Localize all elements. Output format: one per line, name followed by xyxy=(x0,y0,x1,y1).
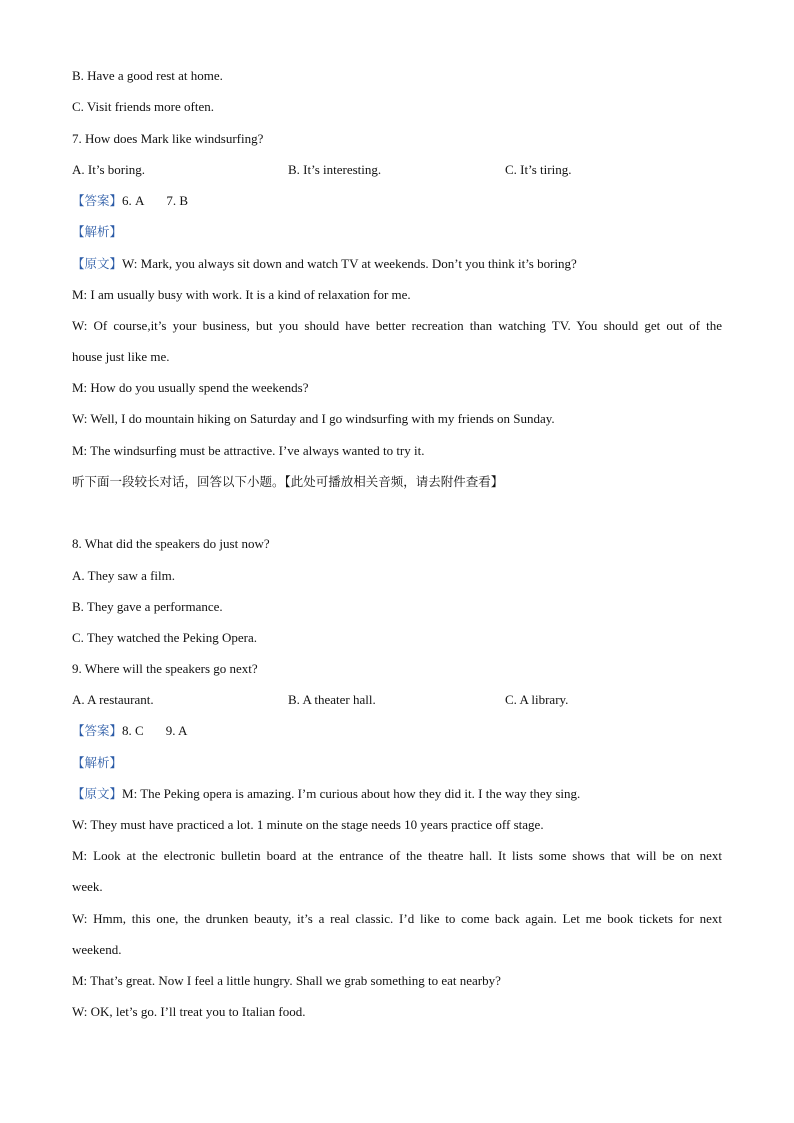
q7-option-c: C. It’s tiring. xyxy=(505,162,572,177)
transcript-tag: 【原文】 xyxy=(72,256,123,271)
answer-item: 6. A xyxy=(122,193,145,208)
answer-item: 8. C xyxy=(122,723,144,738)
listening-instruction: 听下面一段较长对话，回答以下小题。【此处可播放相关音频，请去附件查看】 xyxy=(72,474,504,489)
answer-line-1 xyxy=(72,192,722,210)
q7-option-b: B. It’s interesting. xyxy=(288,162,382,177)
transcript-tag: 【原文】 xyxy=(72,786,123,801)
q6-option-c: C. Visit friends more often. xyxy=(72,99,214,114)
q8-option-c: C. They watched the Peking Opera. xyxy=(72,630,257,645)
transcript-line: W: They must have practiced a lot. 1 minute on the stage needs 10 years practice off stage. xyxy=(72,817,544,832)
q9-option-c: C. A library. xyxy=(505,692,569,707)
transcript-text: W: Mark, you always sit down and watch TV at weekends. Don’t you think it’s boring? xyxy=(122,256,577,271)
answer-item: 7. B xyxy=(166,193,189,208)
transcript-line xyxy=(72,255,722,273)
transcript-line: W: Hmm, this one, the drunken beauty, it’s a real classic. I’d like to come back again. Let me book tickets for next xyxy=(72,911,722,926)
q9-option-a: A. A restaurant. xyxy=(72,692,154,707)
answer-tag: 【答案】 xyxy=(72,723,123,738)
answer-tag: 【答案】 xyxy=(72,193,123,208)
transcript-line: M: That’s great. Now I feel a little hungry. Shall we grab something to eat nearby? xyxy=(72,973,501,988)
answer-line-2 xyxy=(72,722,722,740)
transcript-line: house just like me. xyxy=(72,349,170,364)
transcript-line: W: Well, I do mountain hiking on Saturday and I go windsurfing with my friends on Sunday. xyxy=(72,411,555,426)
analysis-tag: 【解析】 xyxy=(72,224,123,239)
transcript-line: M: How do you usually spend the weekends? xyxy=(72,380,309,395)
q7-option-a: A. It’s boring. xyxy=(72,162,145,177)
q8-option-a: A. They saw a film. xyxy=(72,568,176,583)
q8-option-b: B. They gave a performance. xyxy=(72,599,223,614)
analysis-line-2 xyxy=(72,754,722,772)
transcript-line: M: The windsurfing must be attractive. I’ve always wanted to try it. xyxy=(72,443,425,458)
q8-question: 8. What did the speakers do just now? xyxy=(72,536,270,551)
transcript-line: W: OK, let’s go. I’ll treat you to Italian food. xyxy=(72,1004,306,1019)
transcript-line: W: Of course,it’s your business, but you should have better recreation than watching TV. You should get out of the xyxy=(72,318,722,333)
transcript-text: M: The Peking opera is amazing. I’m curious about how they did it. I the way they sing. xyxy=(122,786,581,801)
transcript-line: weekend. xyxy=(72,942,122,957)
analysis-line-1 xyxy=(72,223,722,241)
answer-item: 9. A xyxy=(165,723,188,738)
q6-option-b: B. Have a good rest at home. xyxy=(72,68,223,83)
transcript-line: week. xyxy=(72,879,103,894)
q9-question: 9. Where will the speakers go next? xyxy=(72,661,258,676)
q9-option-b: B. A theater hall. xyxy=(288,692,376,707)
analysis-tag: 【解析】 xyxy=(72,755,123,770)
transcript-line: M: Look at the electronic bulletin board at the entrance of the theatre hall. It lists some shows that will be on next xyxy=(72,848,722,863)
transcript-line: M: I am usually busy with work. It is a kind of relaxation for me. xyxy=(72,287,411,302)
transcript-line xyxy=(72,785,722,803)
q7-question: 7. How does Mark like windsurfing? xyxy=(72,131,264,146)
